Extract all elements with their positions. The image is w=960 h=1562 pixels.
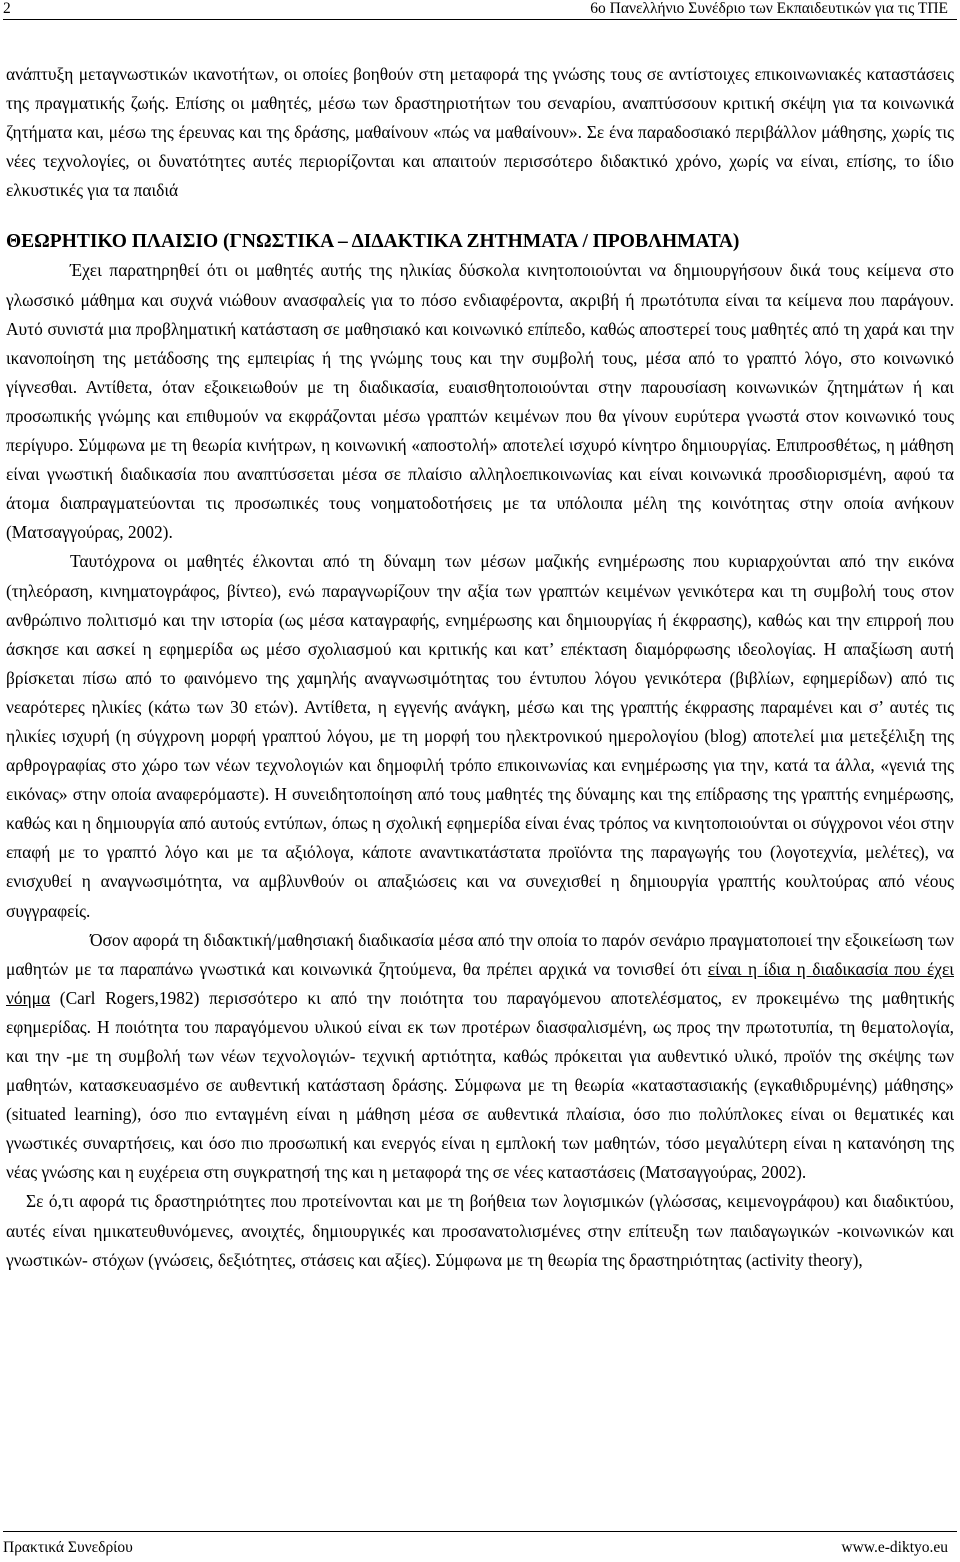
page-footer [0, 1537, 960, 1559]
paragraph-theory-3 [6, 926, 954, 1188]
paragraph-activities: Σε ό,τι αφορά τις δραστηριότητες που προτείνονται και με τη βοήθεια των λογισμικών (γλώσσας, κειμενογράφου) και διαδικτύου, αυτές είναι ημικατευθυνόμενες, ανοιχτές, δημιουργικές και προσανατολισμένες στην επίτευξη των παιδαγωγικών -κοινωνικών και γνωστικών- στόχων (γνώσεις, δεξιότητες, στάσεις και αξίες). Σύμφωνα με τη θεωρία της δραστηριότητας (activity theory), [6, 1191, 954, 1270]
header-divider [3, 19, 957, 20]
underlined-emphasis: είναι η ίδια η διαδικασία που έχει νόημα [6, 958, 954, 1008]
page-header [0, 0, 960, 20]
footer-proceedings-label: Πρακτικά Συνεδρίου [3, 1539, 133, 1556]
footer-divider [3, 1531, 957, 1532]
document-body [6, 60, 954, 1275]
paragraph-theory-1: Έχει παρατηρηθεί ότι οι μαθητές αυτής της ηλικίας δύσκολα κινητοποιούνται να δημιουργήσουν δικά τους κείμενα στο γλωσσικό μάθημα και συχνά νιώθουν ανασφαλείς για το πόσο ενδιαφέροντα, ακριβή ή πρωτότυπα είναι τα κείμενα που παράγουν. Αυτό συνιστά μια προβληματική κατάσταση σε μαθησιακό και κοινωνικό επίπεδο, καθώς αποστερεί τους μαθητές από τη χαρά και την ικανοποίηση της μετάδοσης της εμπειρίας ή της γνώμης τους και την συμβολή τους, μέσα από το γραπτό λόγο, στο κοινωνικό γίγνεσθαι. Αντίθετα, όταν εξοικειωθούν με τη διαδικασία, ευαισθητοποιούνται στην παρουσίαση κοινωνικών ζητημάτων ή και προσωπικής γνώμης και επιθυμούν να εκφράζονται μέσω γραπτών κειμένων που θα γίνουν ευρύτερα γνωστά στον κοινωνικό τους περίγυρο. Σύμφωνα με τη θεωρία κινήτρων, η κοινωνική «αποστολή» αποτελεί ισχυρό κίνητρο δημιουργίας. Επιπροσθέτως, η μάθηση είναι γνωστική διαδικασία που αναπτύσσεται μέσα σε πλαίσιο αλληλοεπικοινωνίας και είναι κοινωνικά προσδιορισμένη, αφού τα άτομα διαπραγματεύονται τις προσωπικές τους νοηματοδοτήσεις με τα υπόλοιπα μέλη της κοινότητας στην οποία ανήκουν (Ματσαγγούρας, 2002). [6, 260, 954, 543]
footer-website-link[interactable]: www.e-diktyo.eu [841, 1539, 948, 1556]
page-number: 2 [3, 0, 11, 17]
paragraph-theory-2: Ταυτόχρονα οι μαθητές έλκονται από τη δύναμη των μέσων μαζικής ενημέρωσης που κυριαρχούνται από την εικόνα (τηλεόραση, κινηματογράφος, βίντεο), ενώ παραγνωρίζουν την αξία των γραπτών κειμένων γενικότερα και τη συμβολή τους στον ανθρώπινο πολιτισμό και την ιστορία (ως μέσα καταγραφής, ενημέρωσης και δημιουργίας ή έκφρασης), καθώς και την επιρροή που άσκησε και ασκεί η εφημερίδα ως μέσο σχολιασμού και κριτικής και κατ’ επέκταση διαμόρφωσης ιδεολογίας. Η απαξίωση αυτή βρίσκεται πίσω από το φαινόμενο της χαμηλής αναγνωσιμότητας του έντυπου λόγου γενικότερα (βιβλίων, εφημερίδων) από τις νεαρότερες ηλικίες (κάτω των 30 ετών). Αντίθετα, η εγγενής ανάγκη, μέσω και της γραπτής έκφρασης παραμένει και σ’ αυτές τις ηλικίες ισχυρή (η σύγχρονη μορφή γραπτού λόγου, με τη μορφή του ηλεκτρονικού ημερολογίου (blog) αποτελεί μια μετεξέλιξη της αρθρογραφίας στο χώρο των νέων τεχνολογιών και δημοφιλή τρόπο επικοινωνίας και ενημέρωσης για την, κατά τα άλλα, «γενιά της εικόνας» στην οποία αναφερόμαστε). Η συνειδητοποίηση από τους μαθητές της δύναμης και της επίδρασης της γραπτής ενημέρωσης, καθώς και η δημιουργία από αυτούς εντύπων, όπως η σχολική εφημερίδα είναι ένας τρόπος να κινητοποιούνται οι σύγχρονοι νέοι στην επαφή με το γραπτό λόγο και με τα αξιόλογα, κάποτε αναντικατάστατα προϊόντα της παραγωγής του (λογοτεχνία, μελέτες), να ενισχυθεί η αναγνωσιμότητα, να αμβλυνθούν οι απαξιώσεις και να συνεχισθεί η δημιουργία γραπτής κουλτούρας από νέους συγγραφείς. [6, 551, 954, 921]
paragraph-text: (Carl Rogers,1982) περισσότερο κι από την ποιότητα του παραγόμενου αποτελέσματος, εν προκειμένω της μαθητικής εφημερίδας. Η ποιότητα του παραγόμενου υλικού είναι εκ των προτέρων διασφαλισμένη, ως προς την πρωτοτυπία, τη θεματολογία, και την -με τη συμβολή των νέων τεχνολογιών- τεχνική αρτιότητα, καθώς πρόκειται για αυθεντικό υλικό, προϊόν της σκέψης των μαθητών, κατασκευασμένο σε αυθεντική κατάσταση δράσης. Σύμφωνα με τη θεωρία «καταστασιακής (εγκαθιδρυμένης) μάθησης» (situated learning), όσο πιο ενταγμένη είναι η μάθηση μέσα σε αυθεντικά πλαίσια, όσο πιο πολύπλοκες είναι οι θεματικές και γνωστικές συναρτήσεις, και όσο πιο προσωπική και ενεργός είναι η εμπλοκή των μαθητών, τόσο μεγαλύτερη είναι η κατανόηση της νέας γνώσης και η ευχέρεια στη συγκρατησή της και η μεταφορά της σε νέες καταστάσεις (Ματσαγγούρας, 2002). [6, 987, 954, 1183]
section-heading: ΘΕΩΡΗΤΙΚΟ ΠΛΑΙΣΙΟ (ΓΝΩΣΤΙΚΑ – ΔΙΔΑΚΤΙΚΑ ΖΗΤΗΜΑΤΑ / ΠΡΟΒΛΗΜΑΤΑ) [6, 231, 740, 253]
paragraph-text: Όσον αφορά τη διδακτική/μαθησιακή διαδικασία μέσα από την οποία το παρόν σενάριο πραγματοποιεί την εξοικείωση των μαθητών με τα παραπάνω γνωστικά και κοινωνικά ζητούμενα, θα πρέπει αρχικά να τονισθεί ότι [6, 929, 954, 979]
running-title: 6ο Πανελλήνιο Συνέδριο των Εκπαιδευτικών για τις ΤΠΕ [590, 0, 948, 17]
paragraph-intro: ανάπτυξη μεταγνωστικών ικανοτήτων, οι οποίες βοηθούν στη μεταφορά της γνώσης τους σε αντίστοιχες επικοινωνιακές καταστάσεις της πραγματικής ζωής. Επίσης οι μαθητές, μέσω των δραστηριοτήτων του σεναρίου, αναπτύσσουν κριτική σκέψη για τα κοινωνικά ζητήματα και, μέσω της έρευνας και της δράσης, μαθαίνουν «πώς να μαθαίνουν». Σε ένα παραδοσιακό περιβάλλον μάθησης, χωρίς τις νέες τεχνολογίες, οι δυνατότητες αυτές περιορίζονται και απαιτούν περισσότερο διδακτικό χρόνο, χωρίς να είναι, επίσης, το ίδιο ελκυστικές για τα παιδιά [6, 64, 954, 201]
